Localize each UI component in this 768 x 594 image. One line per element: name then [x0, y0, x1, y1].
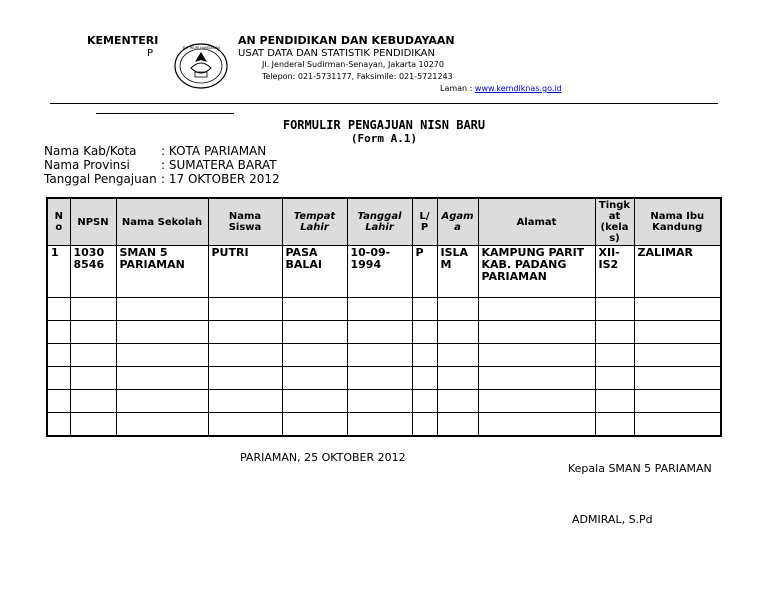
form-subtitle: (Form A.1): [350, 132, 418, 145]
col-header-siswa: Nama Siswa: [208, 198, 282, 246]
col-header-ibu: Nama Ibu Kandung: [634, 198, 721, 246]
cell-no: 1: [47, 246, 70, 298]
info-label: Nama Provinsi: [44, 158, 130, 172]
info-label: Tanggal Pengajuan: [44, 172, 157, 186]
nisn-table: [46, 197, 722, 437]
footer-signer-title: Kepala SMAN 5 PARIAMAN: [568, 462, 712, 475]
table-row-empty: [47, 367, 721, 390]
footer-place-date: PARIAMAN, 25 OKTOBER 2012: [240, 451, 406, 464]
cell-sekolah: SMAN 5 PARIAMAN: [116, 246, 208, 298]
website-link[interactable]: www.kemdiknas.go.id: [474, 84, 562, 93]
ministry-subtitle: USAT DATA DAN STATISTIK PENDIDIKAN: [238, 48, 435, 59]
col-header-lp: L/ P: [412, 198, 437, 246]
col-header-tingkat: Tingk at (kela s): [595, 198, 634, 246]
table-row-empty: [47, 298, 721, 321]
form-title: FORMULIR PENGAJUAN NISN BARU: [282, 118, 486, 132]
cell-ibu: ZALIMAR: [634, 246, 721, 298]
header-divider-short: [96, 113, 234, 114]
cell-agama: ISLA M: [437, 246, 478, 298]
info-row-provinsi: [44, 158, 277, 172]
cell-tingkat: XII-IS2: [595, 246, 634, 298]
info-label: Nama Kab/Kota: [44, 144, 137, 158]
info-row-tanggal: [44, 172, 280, 186]
col-header-no: N o: [47, 198, 70, 246]
info-value: : 17 OKTOBER 2012: [161, 172, 280, 186]
table-row: [47, 246, 721, 298]
col-header-agama: Agam a: [437, 198, 478, 246]
info-row-kabkota: [44, 144, 266, 158]
ministry-phone: Telepon: 021-5731177, Faksimile: 021-5721243: [262, 72, 453, 81]
col-header-npsn: NPSN: [70, 198, 116, 246]
footer-signer-name: ADMIRAL, S.Pd: [572, 513, 653, 526]
ministry-name-left: KEMENTERI: [87, 34, 159, 47]
table-row-empty: [47, 344, 721, 367]
ministry-address: Jl. Jenderal Sudirman-Senayan, Jakarta 10270: [262, 60, 444, 69]
ministry-website: [440, 84, 562, 93]
logo-motto: TUT WURI HANDAYANI: [182, 46, 220, 50]
table-header-row: [47, 198, 721, 246]
ministry-initial-p: P: [147, 48, 154, 59]
col-header-sekolah: Nama Sekolah: [116, 198, 208, 246]
ministry-title: AN PENDIDIKAN DAN KEBUDAYAAN: [238, 34, 455, 47]
cell-tanggal: 10-09-1994: [347, 246, 412, 298]
ministry-logo-icon: [173, 40, 229, 90]
info-value: : SUMATERA BARAT: [161, 158, 277, 172]
cell-tempat: PASA BALAI: [282, 246, 347, 298]
website-label: Laman :: [440, 84, 475, 93]
table-row-empty: [47, 321, 721, 344]
col-header-alamat: Alamat: [478, 198, 595, 246]
table-row-empty: [47, 413, 721, 437]
table-row-empty: [47, 390, 721, 413]
col-header-tempat: Tempat Lahir: [282, 198, 347, 246]
header-divider: [50, 103, 718, 104]
cell-npsn: 1030 8546: [70, 246, 116, 298]
cell-alamat: KAMPUNG PARIT KAB. PADANG PARIAMAN: [478, 246, 595, 298]
info-value: : KOTA PARIAMAN: [161, 144, 267, 158]
col-header-tanggal: Tanggal Lahir: [347, 198, 412, 246]
cell-lp: P: [412, 246, 437, 298]
cell-siswa: PUTRI: [208, 246, 282, 298]
